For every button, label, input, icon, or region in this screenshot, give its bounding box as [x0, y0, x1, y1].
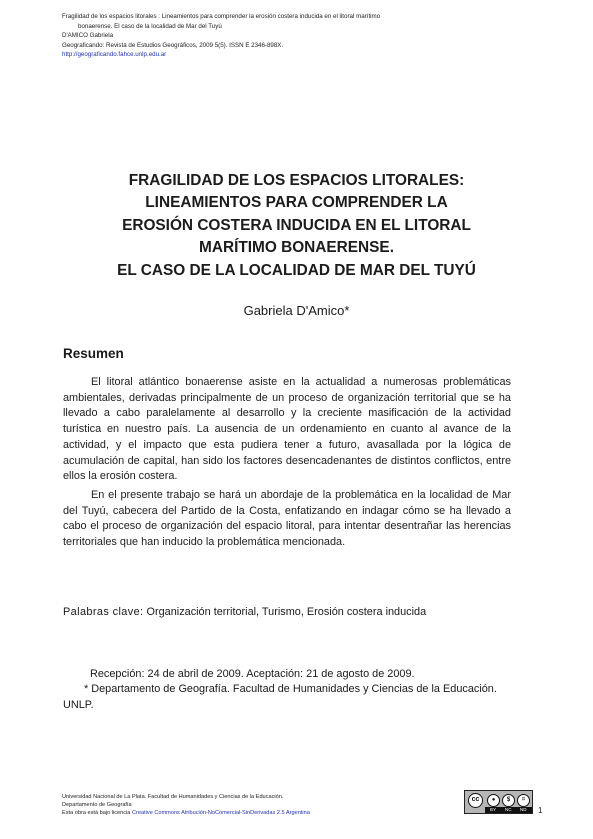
article-title — [40, 170, 553, 282]
license-link[interactable]: Creative Commons Atribución-NoComercial-SinDerivadas 2.5 Argentina — [131, 810, 310, 817]
noncommercial-icon: $ — [502, 794, 515, 807]
nd-label: ND — [520, 807, 527, 812]
footer-license-prefix: Esta obra está bajo licencia — [62, 810, 131, 817]
footer-license-line — [62, 809, 462, 817]
nc-label: NC — [505, 807, 512, 812]
noderivatives-icon: = — [517, 794, 530, 807]
abstract-heading: Resumen — [63, 346, 124, 361]
title-line: FRAGILIDAD DE LOS ESPACIOS LITORALES: — [128, 172, 465, 189]
attribution-icon: ● — [487, 794, 500, 807]
page-number: 1 — [538, 806, 543, 815]
header-journal: Geograficando: Revista de Estudios Geográficos, 2009 5(5). ISSN E 2346-898X. — [62, 41, 284, 49]
footer-institution: Universidad Nacional de La Plata. Facultad de Humanidades y Ciencias de la Educación. — [62, 794, 284, 800]
affiliation-note: * Departamento de Geografía. Facultad de Humanidades y Ciencias de la Educación. UNLP. — [63, 683, 497, 711]
title-line: MARÍTIMO BONAERENSE. — [199, 239, 394, 257]
header-citation-line: bonaerense. El caso de la localidad de Mar del Tuyú — [78, 22, 222, 30]
cc-license-badge[interactable] — [464, 790, 533, 814]
cc-icon: cc — [468, 793, 483, 808]
by-label: BY — [490, 807, 497, 812]
received-note: Recepción: 24 de abril de 2009. Aceptación: 21 de agosto de 2009. — [90, 668, 415, 680]
running-header — [62, 12, 522, 60]
journal-url-link[interactable]: http://geograficando.fahce.unlp.edu.ar — [62, 51, 167, 59]
abstract-paragraph: En el presente trabajo se hará un abordaje de la problemática en la localidad de Mar del Tuyú, cabecera del Partido de la Costa, enfatizando en indagar cómo se ha llevado a cabo el proceso de organización del espacio litoral, para intentar desentrañar las herencias territoriales que han inducido la problemática mencionada. — [63, 488, 511, 549]
page-footer — [62, 793, 462, 818]
footnotes — [63, 667, 513, 713]
author-name: Gabriela D'Amico* — [243, 303, 350, 318]
footer-department: Departamento de Geografía — [62, 802, 132, 809]
abstract-body — [63, 375, 511, 554]
header-author: D'AMICO Gabriela — [62, 32, 114, 40]
keywords — [63, 606, 523, 618]
title-line: EL CASO DE LA LOCALIDAD DE MAR DEL TUYÚ — [117, 261, 476, 279]
keywords-text: Organización territorial, Turismo, Erosión costera inducida — [146, 606, 427, 618]
header-citation-line: Fragilidad de los espacios litorales : Lineamientos para comprender la erosión costera inducida en el litoral marítimo — [62, 13, 381, 20]
keywords-label: Palabras clave: — [63, 606, 144, 618]
title-line: EROSIÓN COSTERA INDUCIDA EN EL LITORAL — [122, 216, 471, 234]
title-line: LINEAMIENTOS PARA COMPRENDER LA — [145, 194, 448, 212]
abstract-paragraph: El litoral atlántico bonaerense asiste en la actualidad a numerosas problemáticas ambientales, derivadas principalmente de un proceso de organización territorial que se ha llevado a cabo paralelamente al desarrollo y la creciente masificación de la actividad turística en nuestro país. La ausencia de un ordenamiento en cuanto al avance de la actividad, y el impacto que esta pudiera tener a futuro, avasallada por la lógica de acumulación de capital, han sido los factores desencadenantes de distintos conflictos, entre ellos la erosión costera. — [63, 376, 511, 483]
